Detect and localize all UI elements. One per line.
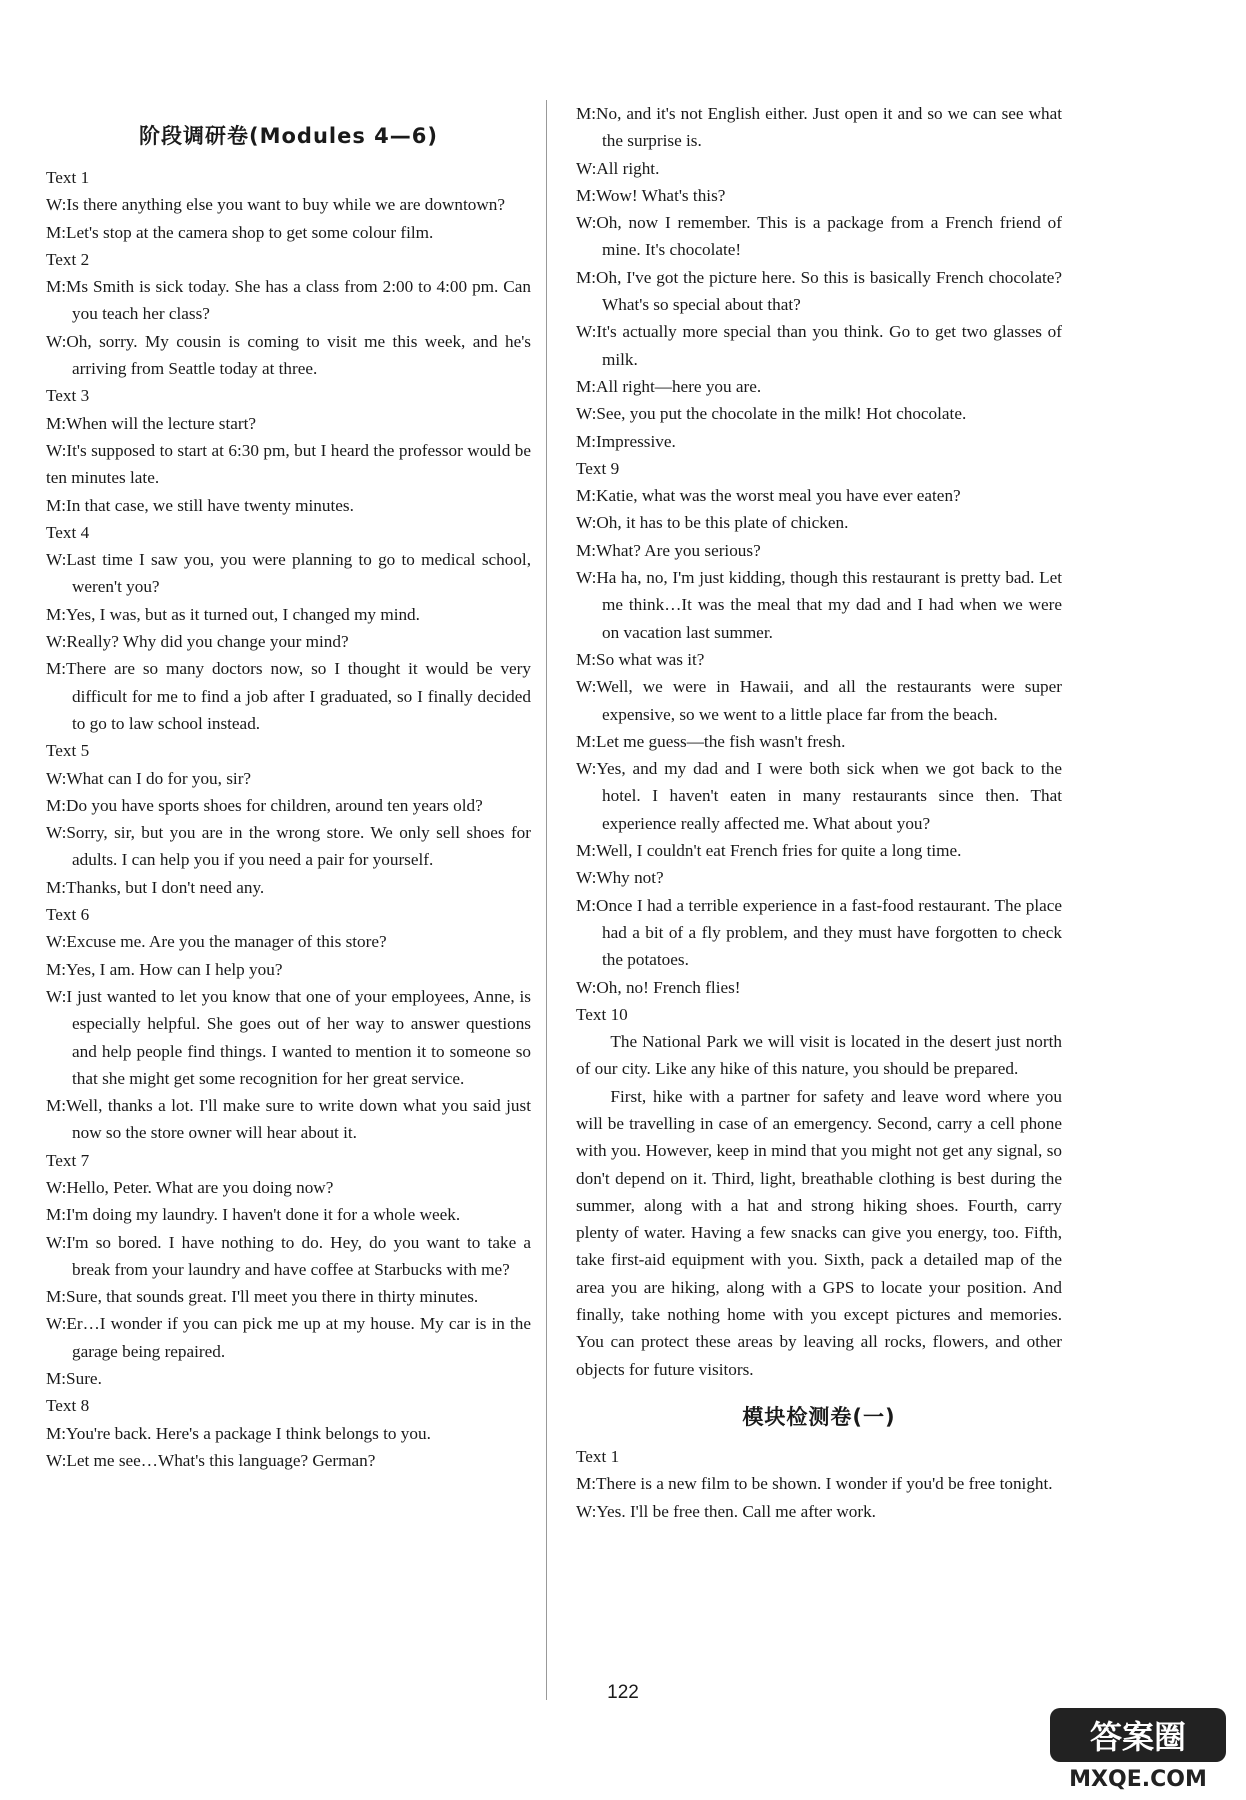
dialogue-line: W:Yes, and my dad and I were both sick when we got back to the hotel. I haven't eaten in many restaurants since then. That experience really affected me. What about you?: [576, 759, 1062, 833]
dialogue-line: M:There is a new film to be shown. I wonder if you'd be free tonight.: [576, 1474, 1053, 1494]
dialogue-line: M:So what was it?: [576, 649, 705, 669]
dialogue-line: M:You're back. Here's a package I think belongs to you.: [46, 1423, 431, 1443]
dialogue-line: W:Really? Why did you change your mind?: [46, 632, 349, 652]
dialogue-line: W:Hello, Peter. What are you doing now?: [46, 1177, 334, 1197]
dialogue-line: M:Let me guess—the fish wasn't fresh.: [576, 731, 846, 751]
dialogue-line: M:There are so many doctors now, so I thought it would be very difficult for me to find a job after I graduated, so I finally decided to go to law school instead.: [46, 659, 531, 733]
dialogue-line: W:It's actually more special than you think. Go to get two glasses of milk.: [576, 322, 1062, 369]
dialogue-line: M:Katie, what was the worst meal you have ever eaten?: [576, 486, 961, 506]
dialogue-line: W:See, you put the chocolate in the milk! Hot chocolate.: [576, 404, 967, 424]
watermark-icon: [1048, 1706, 1228, 1792]
dialogue-line: M:Sure, that sounds great. I'll meet you there in thirty minutes.: [46, 1287, 479, 1307]
page-number: 122: [607, 1682, 639, 1703]
dialogue-line: W:What can I do for you, sir?: [46, 768, 252, 788]
dialogue-line: M:Let's stop at the camera shop to get some colour film.: [46, 222, 434, 242]
dialogue-line: W:Let me see…What's this language? German?: [46, 1450, 376, 1470]
text-label: Text 6: [46, 905, 90, 925]
text-label: Text 9: [576, 458, 620, 478]
passage-paragraph: The National Park we will visit is located in the desert just north of our city. Like any hike of this nature, you should be prepared.: [576, 1032, 1062, 1079]
text-label: Text 3: [46, 386, 90, 406]
text-label: Text 5: [46, 741, 90, 761]
dialogue-line: M:In that case, we still have twenty minutes.: [46, 495, 354, 515]
section-heading-module-test: 模块检测卷(一): [742, 1404, 896, 1429]
dialogue-line: M:Oh, I've got the picture here. So this is basically French chocolate? What's so special about that?: [576, 267, 1062, 315]
dialogue-line: M:What? Are you serious?: [576, 540, 761, 560]
dialogue-line: M:When will the lecture start?: [46, 413, 256, 433]
dialogue-line: M:Ms Smith is sick today. She has a class from 2:00 to 4:00 pm. Can you teach her class?: [46, 277, 531, 324]
dialogue-line: W:Oh, sorry. My cousin is coming to visit me this week, and he's arriving from Seattle today at three.: [46, 331, 531, 379]
svg-text:MXQE.COM: MXQE.COM: [1069, 1767, 1207, 1792]
dialogue-line: W:Er…I wonder if you can pick me up at my house. My car is in the garage being repaired.: [46, 1314, 531, 1361]
text-label: Text 8: [46, 1396, 90, 1416]
column-divider: [546, 100, 547, 1700]
dialogue-line: M:All right—here you are.: [576, 376, 762, 396]
dialogue-line: W:Excuse me. Are you the manager of this store?: [46, 932, 387, 952]
right-transcript-next: [576, 1443, 1062, 1525]
dialogue-line: M:Once I had a terrible experience in a fast-food restaurant. The place had a bit of a fly problem, and they must have forgotten to check the potatoes.: [576, 895, 1062, 970]
dialogue-line: W:It's supposed to start at 6:30 pm, but I heard the professor would be ten minutes late.: [46, 440, 531, 488]
dialogue-line: M:Thanks, but I don't need any.: [46, 877, 265, 897]
dialogue-line: W:Well, we were in Hawaii, and all the restaurants were super expensive, so we went to a little place far from the beach.: [576, 677, 1062, 724]
text-label: Text 2: [46, 249, 90, 269]
dialogue-line: W:Sorry, sir, but you are in the wrong store. We only sell shoes for adults. I can help you if you need a pair for yourself.: [46, 823, 531, 870]
dialogue-line: M:Yes, I am. How can I help you?: [46, 959, 283, 979]
right-transcript: [576, 100, 1062, 1383]
dialogue-line: W:I'm so bored. I have nothing to do. Hey, do you want to take a break from your laundry and have coffee at Starbucks with me?: [46, 1232, 531, 1279]
dialogue-line: M:Sure.: [46, 1369, 102, 1389]
dialogue-line: W:All right.: [576, 158, 660, 178]
dialogue-line: W:Oh, now I remember. This is a package from a French friend of mine. It's chocolate!: [576, 213, 1062, 260]
watermark-logo: [1048, 1706, 1228, 1792]
dialogue-line: W:I just wanted to let you know that one of your employees, Anne, is especially helpful. She goes out of her way to answer questions and help people find things. I wanted to mention it to someone so that she might get some recognition for her great service.: [46, 986, 531, 1088]
text-label: Text 1: [576, 1446, 620, 1466]
dialogue-line: W:Oh, it has to be this plate of chicken.: [576, 513, 849, 533]
passage-paragraph: First, hike with a partner for safety and leave word where you will be travelling in case of an emergency. Second, carry a cell phone with you. However, keep in mind that you might not get any signal, so don't depend on it. Third, light, breathable clothing is best during the summer, along with a hat and strong hiking shoes. Fourth, carry plenty of water. Having a few snacks can give you energy, too. Fifth, take first-aid equipment with you. Sixth, pack a detailed map of the area you are hiking, along with a GPS to locate your position. And finally, take nothing home with you except pictures and memories. You can protect these areas by leaving all rocks, flowers, and other objects for future visitors.: [576, 1086, 1062, 1379]
dialogue-line: W:Yes. I'll be free then. Call me after work.: [576, 1501, 876, 1521]
dialogue-line: M:No, and it's not English either. Just open it and so we can see what the surprise is.: [576, 104, 1062, 151]
dialogue-line: M:Well, I couldn't eat French fries for quite a long time.: [576, 841, 962, 861]
dialogue-line: M:Wow! What's this?: [576, 185, 726, 205]
text-label: Text 1: [46, 168, 90, 187]
text-label: Text 7: [46, 1150, 90, 1170]
dialogue-line: W:Ha ha, no, I'm just kidding, though this restaurant is pretty bad. Let me think…It was the meal that my dad and I had when we were on vacation last summer.: [576, 568, 1062, 642]
section-heading-modules: 阶段调研卷(Modules 4—6): [139, 124, 438, 148]
svg-text:答案圈: 答案圈: [1089, 1718, 1187, 1756]
dialogue-line: M:Do you have sports shoes for children, around ten years old?: [46, 795, 483, 815]
text-label: Text 4: [46, 522, 90, 542]
dialogue-line: W:Why not?: [576, 868, 664, 888]
dialogue-line: M:Impressive.: [576, 431, 676, 451]
right-column: [576, 100, 1062, 1525]
dialogue-line: W:Is there anything else you want to buy while we are downtown?: [46, 195, 506, 215]
dialogue-line: W:Last time I saw you, you were planning to go to medical school, weren't you?: [46, 550, 531, 597]
dialogue-line: M:I'm doing my laundry. I haven't done it for a whole week.: [46, 1205, 461, 1225]
left-column: [46, 100, 531, 1474]
left-transcript: [46, 164, 531, 1474]
dialogue-line: W:Oh, no! French flies!: [576, 977, 741, 997]
text-label: Text 10: [576, 1004, 628, 1024]
dialogue-line: M:Well, thanks a lot. I'll make sure to write down what you said just now so the store owner will hear about it.: [46, 1096, 531, 1143]
dialogue-line: M:Yes, I was, but as it turned out, I changed my mind.: [46, 604, 420, 624]
